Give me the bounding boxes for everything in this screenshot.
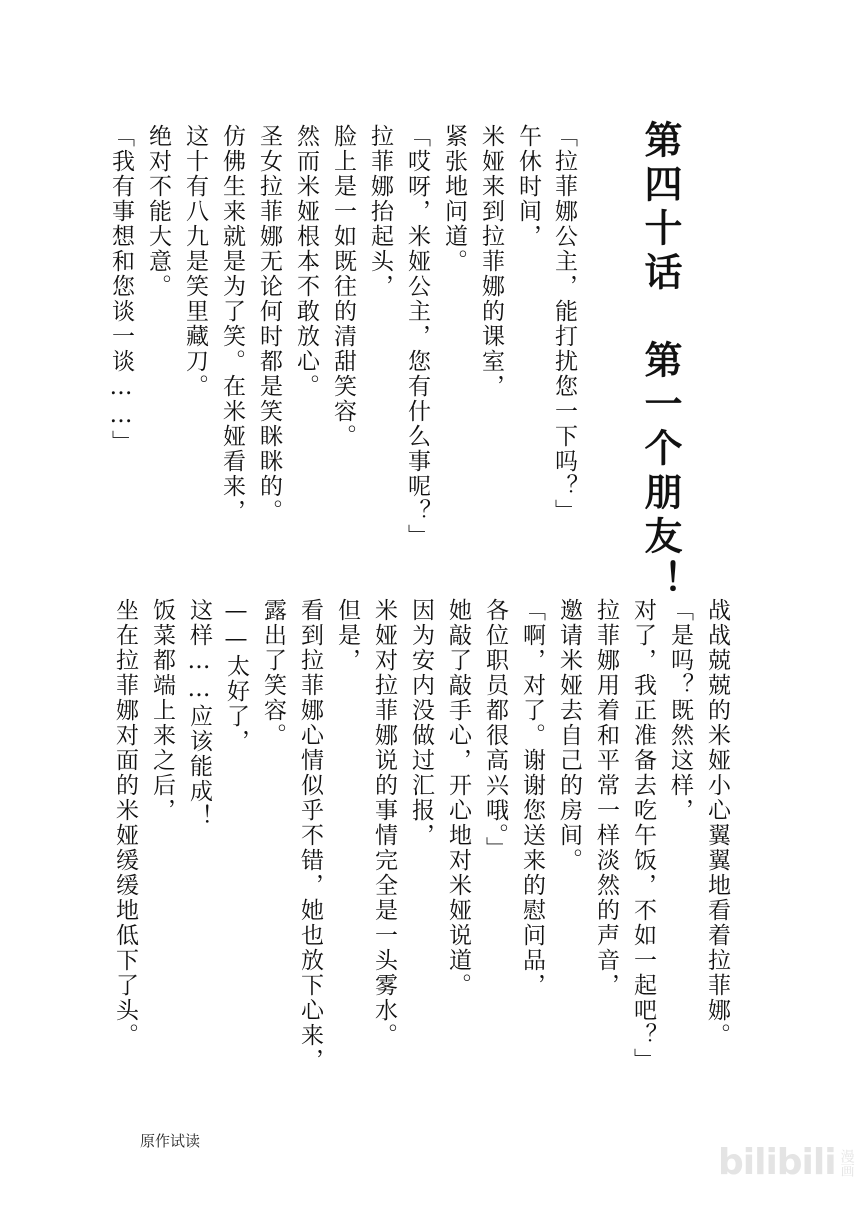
text-line: 但是， (334, 598, 360, 673)
text-line: 饭菜都端上来之后， (149, 598, 175, 823)
text-line: 这样……应该能成！ (186, 598, 212, 829)
text-line: 这十有八九是笑里藏刀。 (182, 124, 208, 399)
text-line: 「是吗？既然这样， (667, 598, 693, 823)
bilibili-logo: bilibili (718, 1142, 836, 1183)
bilibili-comics-watermark (718, 1142, 854, 1183)
text-line: 午休时间， (515, 124, 541, 249)
text-line: 因为安内没做过汇报， (408, 598, 434, 848)
text-line: 各位职员都很高兴哦。」 (482, 598, 508, 862)
text-line: 然而米娅根本不敢放心。 (293, 124, 319, 399)
footer-label: 原作试读 (140, 1132, 201, 1150)
text-line: 坐在拉菲娜对面的米娅缓缓地低下了头。 (112, 598, 138, 1048)
text-line: 拉菲娜用着和平常一样淡然的声音， (593, 598, 619, 998)
text-line: 绝对不能大意。 (145, 124, 171, 299)
text-line: 她敲了敲手心，开心地对米娅说道。 (445, 598, 471, 998)
text-line: 「拉菲娜公主，能打扰您一下吗？」 (551, 124, 577, 524)
text-line: 邀请米娅去自己的房间。 (556, 598, 582, 873)
text-line: 米娅来到拉菲娜的课室， (478, 124, 504, 399)
text-line: 「哎呀，米娅公主，您有什么事呢？」 (404, 124, 430, 549)
text-line: 战战兢兢的米娅小心翼翼地看着拉菲娜。 (704, 598, 730, 1048)
text-line: ——太好了， (223, 598, 249, 754)
text-line: 「啊，对了。谢谢您送来的慰问品， (519, 598, 545, 998)
watermark-tag: 漫画 (838, 1148, 855, 1177)
text-line: 米娅对拉菲娜说的事情完全是一头雾水。 (371, 598, 397, 1048)
text-line: 「我有事想和您谈一谈……」 (108, 124, 134, 455)
text-line: 露出了笑容。 (260, 598, 286, 748)
text-line: 脸上是一如既往的清甜笑容。 (330, 124, 356, 449)
text-line: 对了，我正准备去吃午饭，不如一起吧？」 (630, 598, 656, 1073)
text-line: 圣女拉菲娜无论何时都是笑眯眯的。 (256, 124, 282, 524)
text-line: 看到拉菲娜心情似乎不错，她也放下心来， (297, 598, 323, 1073)
text-line: 拉菲娜抬起头， (367, 124, 393, 299)
text-line: 仿佛生来就是为了笑。在米娅看来， (219, 124, 245, 524)
text-line: 紧张地问道。 (441, 124, 467, 274)
chapter-title: 第四十话 第一个朋友！ (638, 120, 683, 604)
